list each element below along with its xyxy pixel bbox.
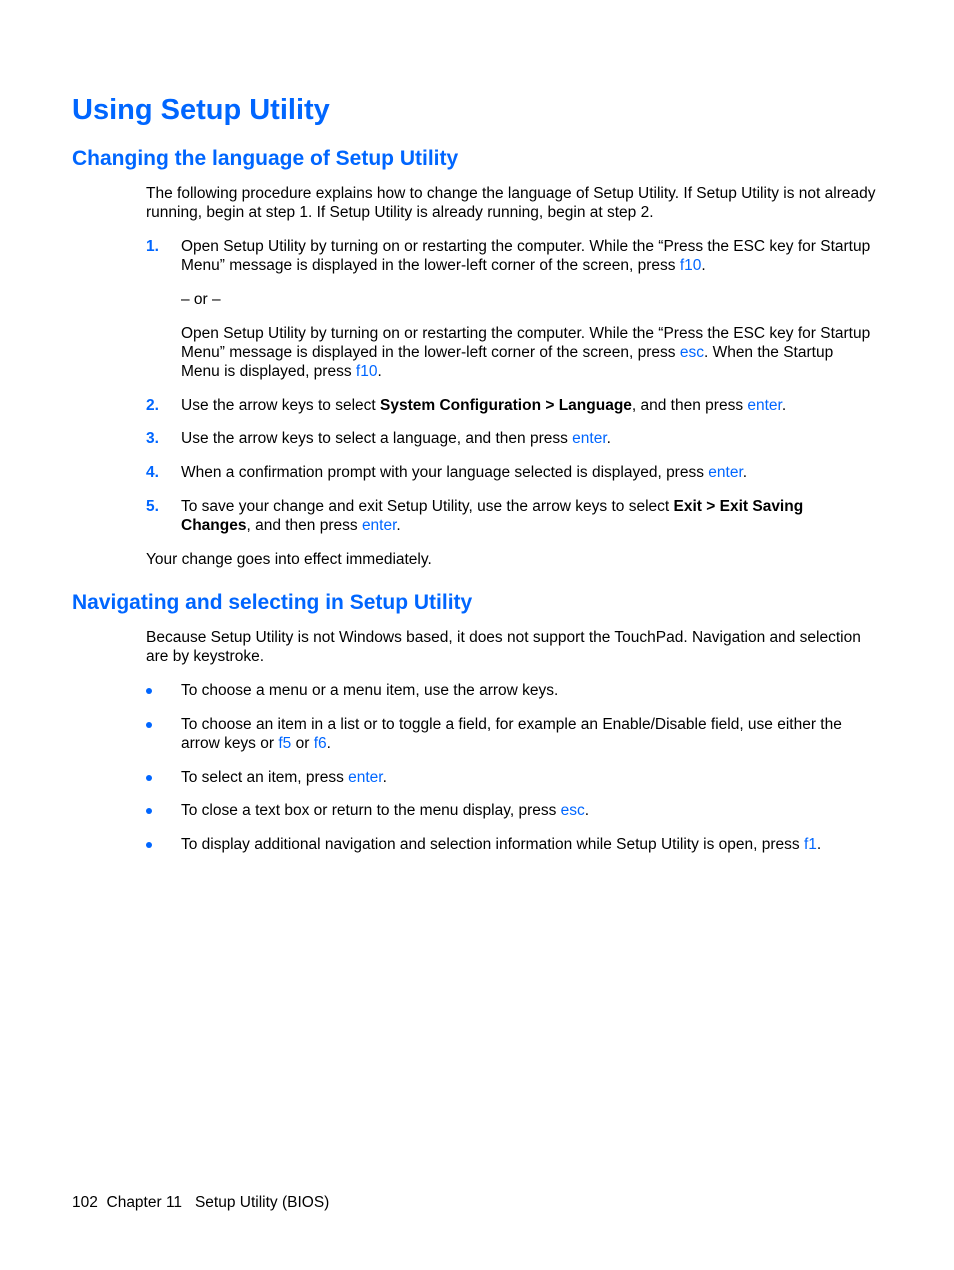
bullet-text: To close a text box or return to the menu display, press esc. <box>181 802 590 819</box>
key-f10: f10 <box>355 363 378 380</box>
key-esc: esc <box>679 344 704 361</box>
step-number: 5. <box>146 498 159 515</box>
key-f6: f6 <box>313 735 327 752</box>
bullet-text: To choose a menu or a menu item, use the arrow keys. <box>181 682 559 699</box>
step-text: Use the arrow keys to select a language, and then press enter. <box>181 430 611 447</box>
page-number: 102 <box>72 1194 98 1211</box>
section-intro-language: The following procedure explains how to change the language of Setup Utility. If Setup Utility is not already running, begin at step 1. If Setup Utility is already running, begin at step 2. <box>146 185 876 221</box>
section-heading-language: Changing the language of Setup Utility <box>72 147 459 170</box>
section-intro-navigating: Because Setup Utility is not Windows based, it does not support the TouchPad. Navigation and selection are by keystroke. <box>146 629 861 665</box>
step-text: Use the arrow keys to select System Configuration > Language, and then press enter. <box>181 397 787 414</box>
chapter-title: Setup Utility (BIOS) <box>194 1194 330 1211</box>
step-text: To save your change and exit Setup Utility, use the arrow keys to select Exit > Exit Saving Changes, and then press enter. <box>181 498 804 534</box>
step-number: 2. <box>146 397 159 414</box>
bullet-text: To select an item, press enter. <box>181 769 387 786</box>
step-text: When a confirmation prompt with your language selected is displayed, press enter. <box>181 464 748 481</box>
step-1-or-separator: – or – <box>181 291 221 308</box>
bullet-icon <box>146 688 152 694</box>
bullet-text: To display additional navigation and selection information while Setup Utility is open, press f1. <box>181 836 822 853</box>
section-outro-language: Your change goes into effect immediately. <box>146 551 432 568</box>
bullet-icon <box>146 842 152 848</box>
key-enter: enter <box>747 397 782 414</box>
page-footer <box>72 1193 329 1212</box>
section-heading-navigating: Navigating and selecting in Setup Utility <box>72 591 473 614</box>
step-text: Open Setup Utility by turning on or restarting the computer. While the “Press the ESC key for Startup Menu” message is displayed in the lower-left corner of the screen, press f10. <box>181 238 871 274</box>
page-title: Using Setup Utility <box>72 94 330 126</box>
key-enter: enter <box>348 769 383 786</box>
key-enter: enter <box>361 517 397 534</box>
bullet-icon <box>146 722 152 728</box>
step-number: 4. <box>146 464 159 481</box>
key-f5: f5 <box>278 735 292 752</box>
bullet-text: To choose an item in a list or to toggle a field, for example an Enable/Disable field, use either the arrow keys or f5 or f6. <box>181 716 842 752</box>
key-enter: enter <box>708 464 743 481</box>
key-f10: f10 <box>679 257 702 274</box>
key-f1: f1 <box>803 836 817 853</box>
chapter-label: Chapter 11 <box>106 1194 183 1211</box>
step-number: 1. <box>146 238 159 255</box>
key-esc: esc <box>560 802 585 819</box>
bullet-icon <box>146 808 152 814</box>
step-number: 3. <box>146 430 159 447</box>
step-1-alternative: Open Setup Utility by turning on or restarting the computer. While the “Press the ESC key for Startup Menu” message is displayed in the lower-left corner of the screen, press esc. When the Startup Menu is displayed, press f10. <box>181 325 871 380</box>
key-enter: enter <box>572 430 607 447</box>
bullet-icon <box>146 775 152 781</box>
